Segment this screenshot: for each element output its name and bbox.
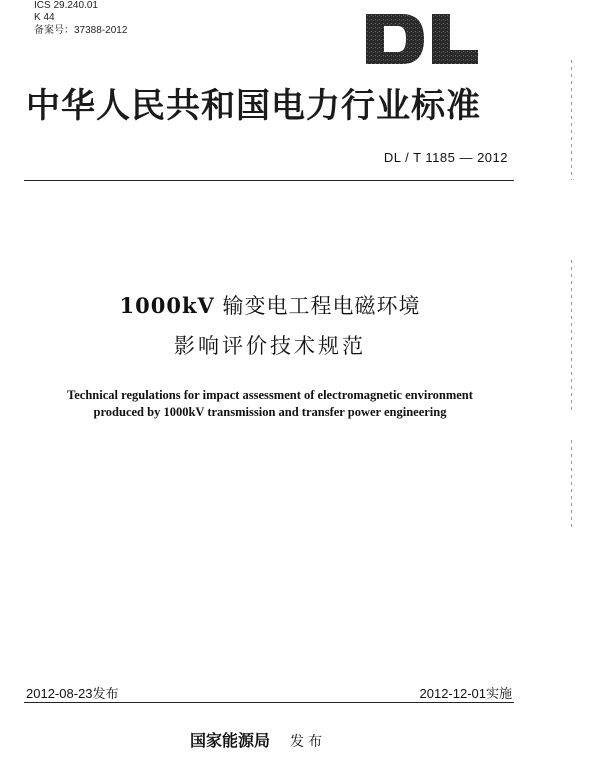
record-number: 备案号：37388-2012	[34, 25, 128, 36]
cn-title-kv: 1000kV	[119, 293, 215, 318]
cn-title-line1-text: 输变电工程电磁环境	[214, 294, 421, 318]
standard-code: DL / T 1185 — 2012	[383, 150, 508, 165]
issue-date: 2012-08-23发布	[26, 686, 119, 701]
scan-edge-mark	[571, 60, 572, 180]
issuer	[190, 728, 326, 751]
implementation-date: 2012-12-01实施	[419, 686, 512, 701]
standard-title: 中华人民共和国电力行业标准	[26, 86, 481, 126]
top-divider	[24, 180, 514, 181]
bottom-divider	[24, 702, 514, 703]
issuer-name: 国家能源局	[190, 731, 271, 750]
dl-logo	[362, 10, 482, 68]
ics-code: ICS 29.240.01	[34, 0, 98, 11]
en-title-line2: produced by 1000kV transmission and transfer power engineering	[93, 405, 447, 419]
scan-edge-mark	[571, 260, 572, 410]
cn-title-line2: 影响评价技术规范	[174, 334, 366, 358]
scan-edge-mark	[571, 440, 572, 530]
cn-title-line1	[0, 290, 540, 320]
classification-code: K 44	[34, 12, 55, 23]
issued-label: 发布	[290, 734, 327, 750]
en-title-line1: Technical regulations for impact assessment of electromagnetic environment	[67, 388, 473, 402]
